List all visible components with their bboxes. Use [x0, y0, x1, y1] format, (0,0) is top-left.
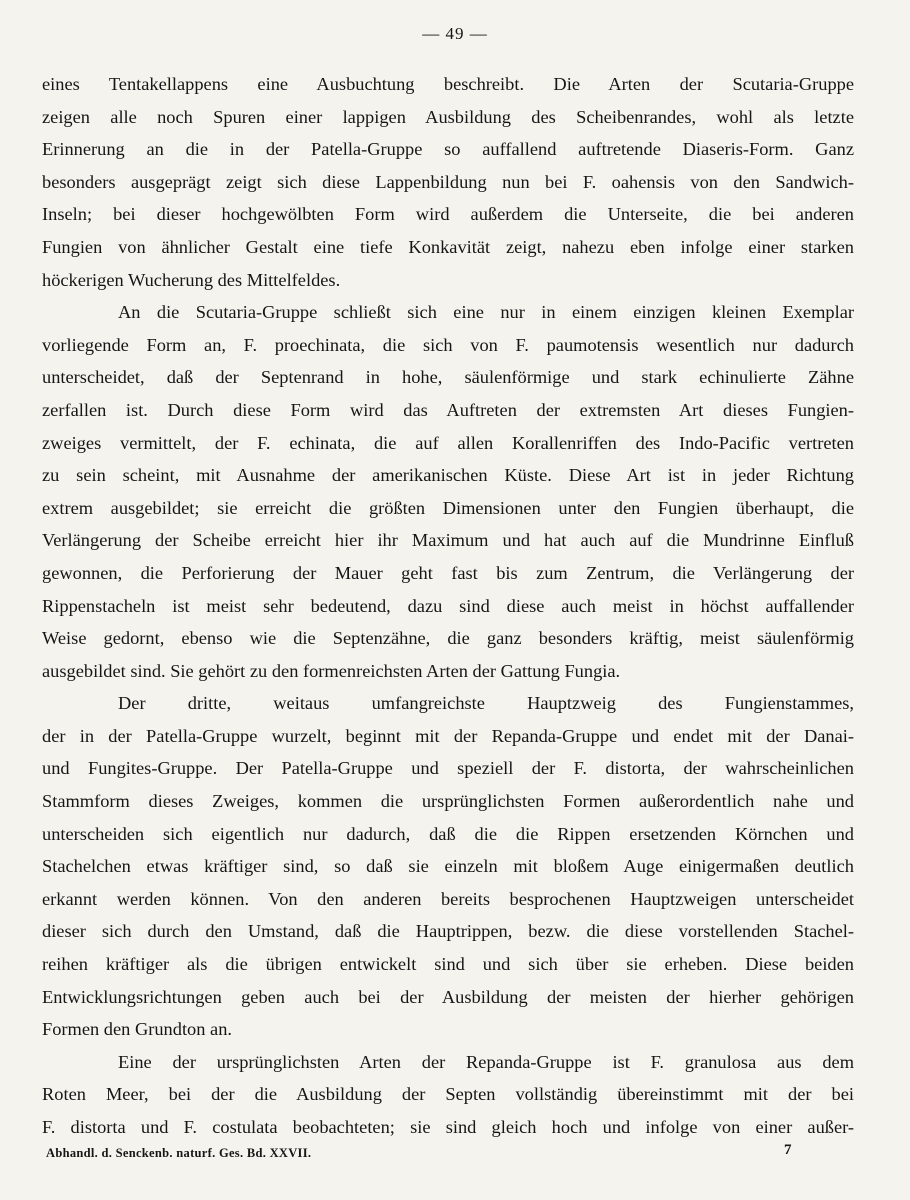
text-line: Stachelchen etwas kräftiger sind, so daß sie einzeln mit bloßem Auge einigermaßen deutlich — [42, 856, 854, 877]
text-line: ausgebildet sind. Sie gehört zu den formenreichsten Arten der Gattung Fungia. — [42, 660, 621, 681]
text-line: Inseln; bei dieser hochgewölbten Form wird außerdem die Unterseite, die bei anderen — [42, 204, 854, 225]
text-line: Verlängerung der Scheibe erreicht hier ihr Maximum und hat auch auf die Mundrinne Einfluß — [42, 530, 854, 551]
text-line: unterscheiden sich eigentlich nur dadurch, daß die die Rippen ersetzenden Körnchen und — [42, 823, 854, 844]
text-line: unterscheidet, daß der Septenrand in hohe, säulenförmige und stark echinulierte Zähne — [42, 367, 854, 388]
text-line: reihen kräftiger als die übrigen entwickelt sind und sich über sie erheben. Diese beiden — [42, 954, 854, 975]
text-line: Erinnerung an die in der Patella-Gruppe so auffallend auftretende Diaseris-Form. Ganz — [42, 139, 854, 160]
text-line: Weise gedornt, ebenso wie die Septenzähne, die ganz besonders kräftig, meist säulenförmig — [42, 628, 854, 649]
text-line: dieser sich durch den Umstand, daß die Hauptrippen, bezw. die diese vorstellenden Stachel- — [42, 921, 854, 942]
text-line: Fungien von ähnlicher Gestalt eine tiefe Konkavität zeigt, nahezu eben infolge einer starken — [42, 236, 854, 257]
text-line: F. distorta und F. costulata beobachteten; sie sind gleich hoch und infolge von einer außer- — [42, 1117, 854, 1137]
text-line: vorliegende Form an, F. proechinata, die sich von F. paumotensis wesentlich nur dadurch — [42, 334, 854, 355]
text-line: zerfallen ist. Durch diese Form wird das Auftreten der extremsten Art dieses Fungien- — [42, 399, 854, 420]
text-line: Eine der ursprünglichsten Arten der Repanda-Gruppe ist F. granulosa aus dem — [118, 1051, 854, 1072]
text-line: der in der Patella-Gruppe wurzelt, beginnt mit der Repanda-Gruppe und endet mit der Danai- — [42, 725, 854, 746]
text-line: und Fungites-Gruppe. Der Patella-Gruppe und speziell der F. distorta, der wahrscheinlichen — [42, 758, 854, 779]
text-line: Formen den Grundton an. — [42, 1019, 233, 1040]
text-line: gewonnen, die Perforierung der Mauer geht fast bis zum Zentrum, die Verlängerung der — [42, 562, 854, 583]
text-line: zeigen alle noch Spuren einer lappigen Ausbildung des Scheibenrandes, wohl als letzte — [42, 106, 854, 127]
text-line: zu sein scheint, mit Ausnahme der amerikanischen Küste. Diese Art ist in jeder Richtung — [42, 465, 854, 486]
text-line: An die Scutaria-Gruppe schließt sich eine nur in einem einzigen kleinen Exemplar — [118, 302, 854, 323]
text-line: besonders ausgeprägt zeigt sich diese Lappenbildung nun bei F. oahensis von den Sandwich- — [42, 171, 854, 192]
text-line: zweiges vermittelt, der F. echinata, die auf allen Korallenriffen des Indo-Pacific vertreten — [42, 432, 854, 453]
text-line: erkannt werden können. Von den anderen bereits besprochenen Hauptzweigen unterscheidet — [42, 888, 854, 909]
body-text — [42, 68, 854, 1144]
text-line: höckerigen Wucherung des Mittelfeldes. — [42, 269, 341, 290]
signature-mark: 7 — [784, 1142, 792, 1158]
text-line: extrem ausgebildet; sie erreicht die größten Dimensionen unter den Fungien überhaupt, die — [42, 497, 854, 518]
text-line: eines Tentakellappens eine Ausbuchtung beschreibt. Die Arten der Scutaria-Gruppe — [42, 74, 854, 94]
page-number: — 49 — — [422, 24, 488, 43]
text-line: Der dritte, weitaus umfangreichste Hauptzweig des Fungienstammes, — [118, 693, 854, 714]
text-line: Roten Meer, bei der die Ausbildung der Septen vollständig übereinstimmt mit der bei — [42, 1084, 854, 1105]
text-line: Rippenstacheln ist meist sehr bedeutend, dazu sind diese auch meist in höchst auffallender — [42, 595, 854, 616]
text-line: Entwicklungsrichtungen geben auch bei der Ausbildung der meisten der hierher gehörigen — [42, 986, 854, 1007]
text-line: Stammform dieses Zweiges, kommen die ursprünglichsten Formen außerordentlich nahe und — [42, 791, 854, 812]
journal-footer: Abhandl. d. Senckenb. naturf. Ges. Bd. XXVII. — [46, 1146, 312, 1160]
